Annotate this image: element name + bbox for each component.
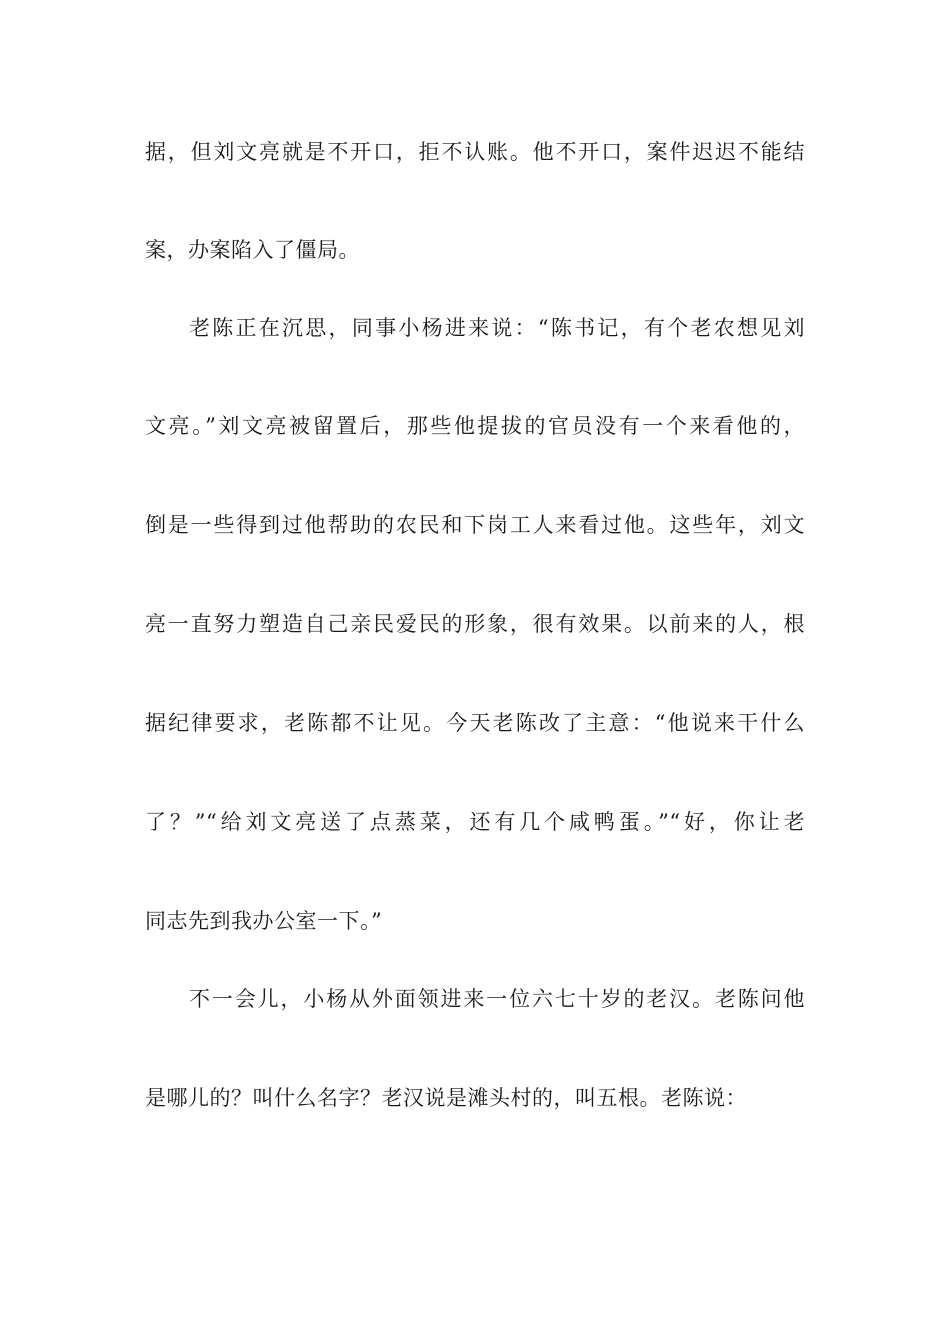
text-line: 倒是一些得到过他帮助的农民和下岗工人来看过他。这些年，刘文 — [145, 513, 805, 537]
text-line: 据，但刘文亮就是不开口，拒不认账。他不开口，案件迟迟不能结 — [145, 140, 805, 164]
text-line: 案，办案陷入了僵局。 — [145, 238, 360, 262]
text-line: 同志先到我办公室一下。” — [145, 909, 383, 933]
text-line: 文亮。”刘文亮被留置后，那些他提拔的官员没有一个来看他的， — [145, 414, 805, 438]
text-line: 据纪律要求，老陈都不让见。今天老陈改了主意：“他说来干什么 — [145, 711, 805, 735]
text-line: 是哪儿的？叫什么名字？老汉说是滩头村的，叫五根。老陈说： — [145, 1086, 747, 1110]
text-line: 亮一直努力塑造自己亲民爱民的形象，很有效果。以前来的人，根 — [145, 612, 805, 636]
paragraph-first-line: 老陈正在沉思，同事小杨进来说：“陈书记，有个老农想见刘 — [189, 316, 805, 340]
paragraph-first-line: 不一会儿，小杨从外面领进来一位六七十岁的老汉。老陈问他 — [189, 987, 805, 1011]
text-line: 了？”“给刘文亮送了点蒸菜，还有几个咸鸭蛋。”“好，你让老 — [145, 810, 805, 834]
